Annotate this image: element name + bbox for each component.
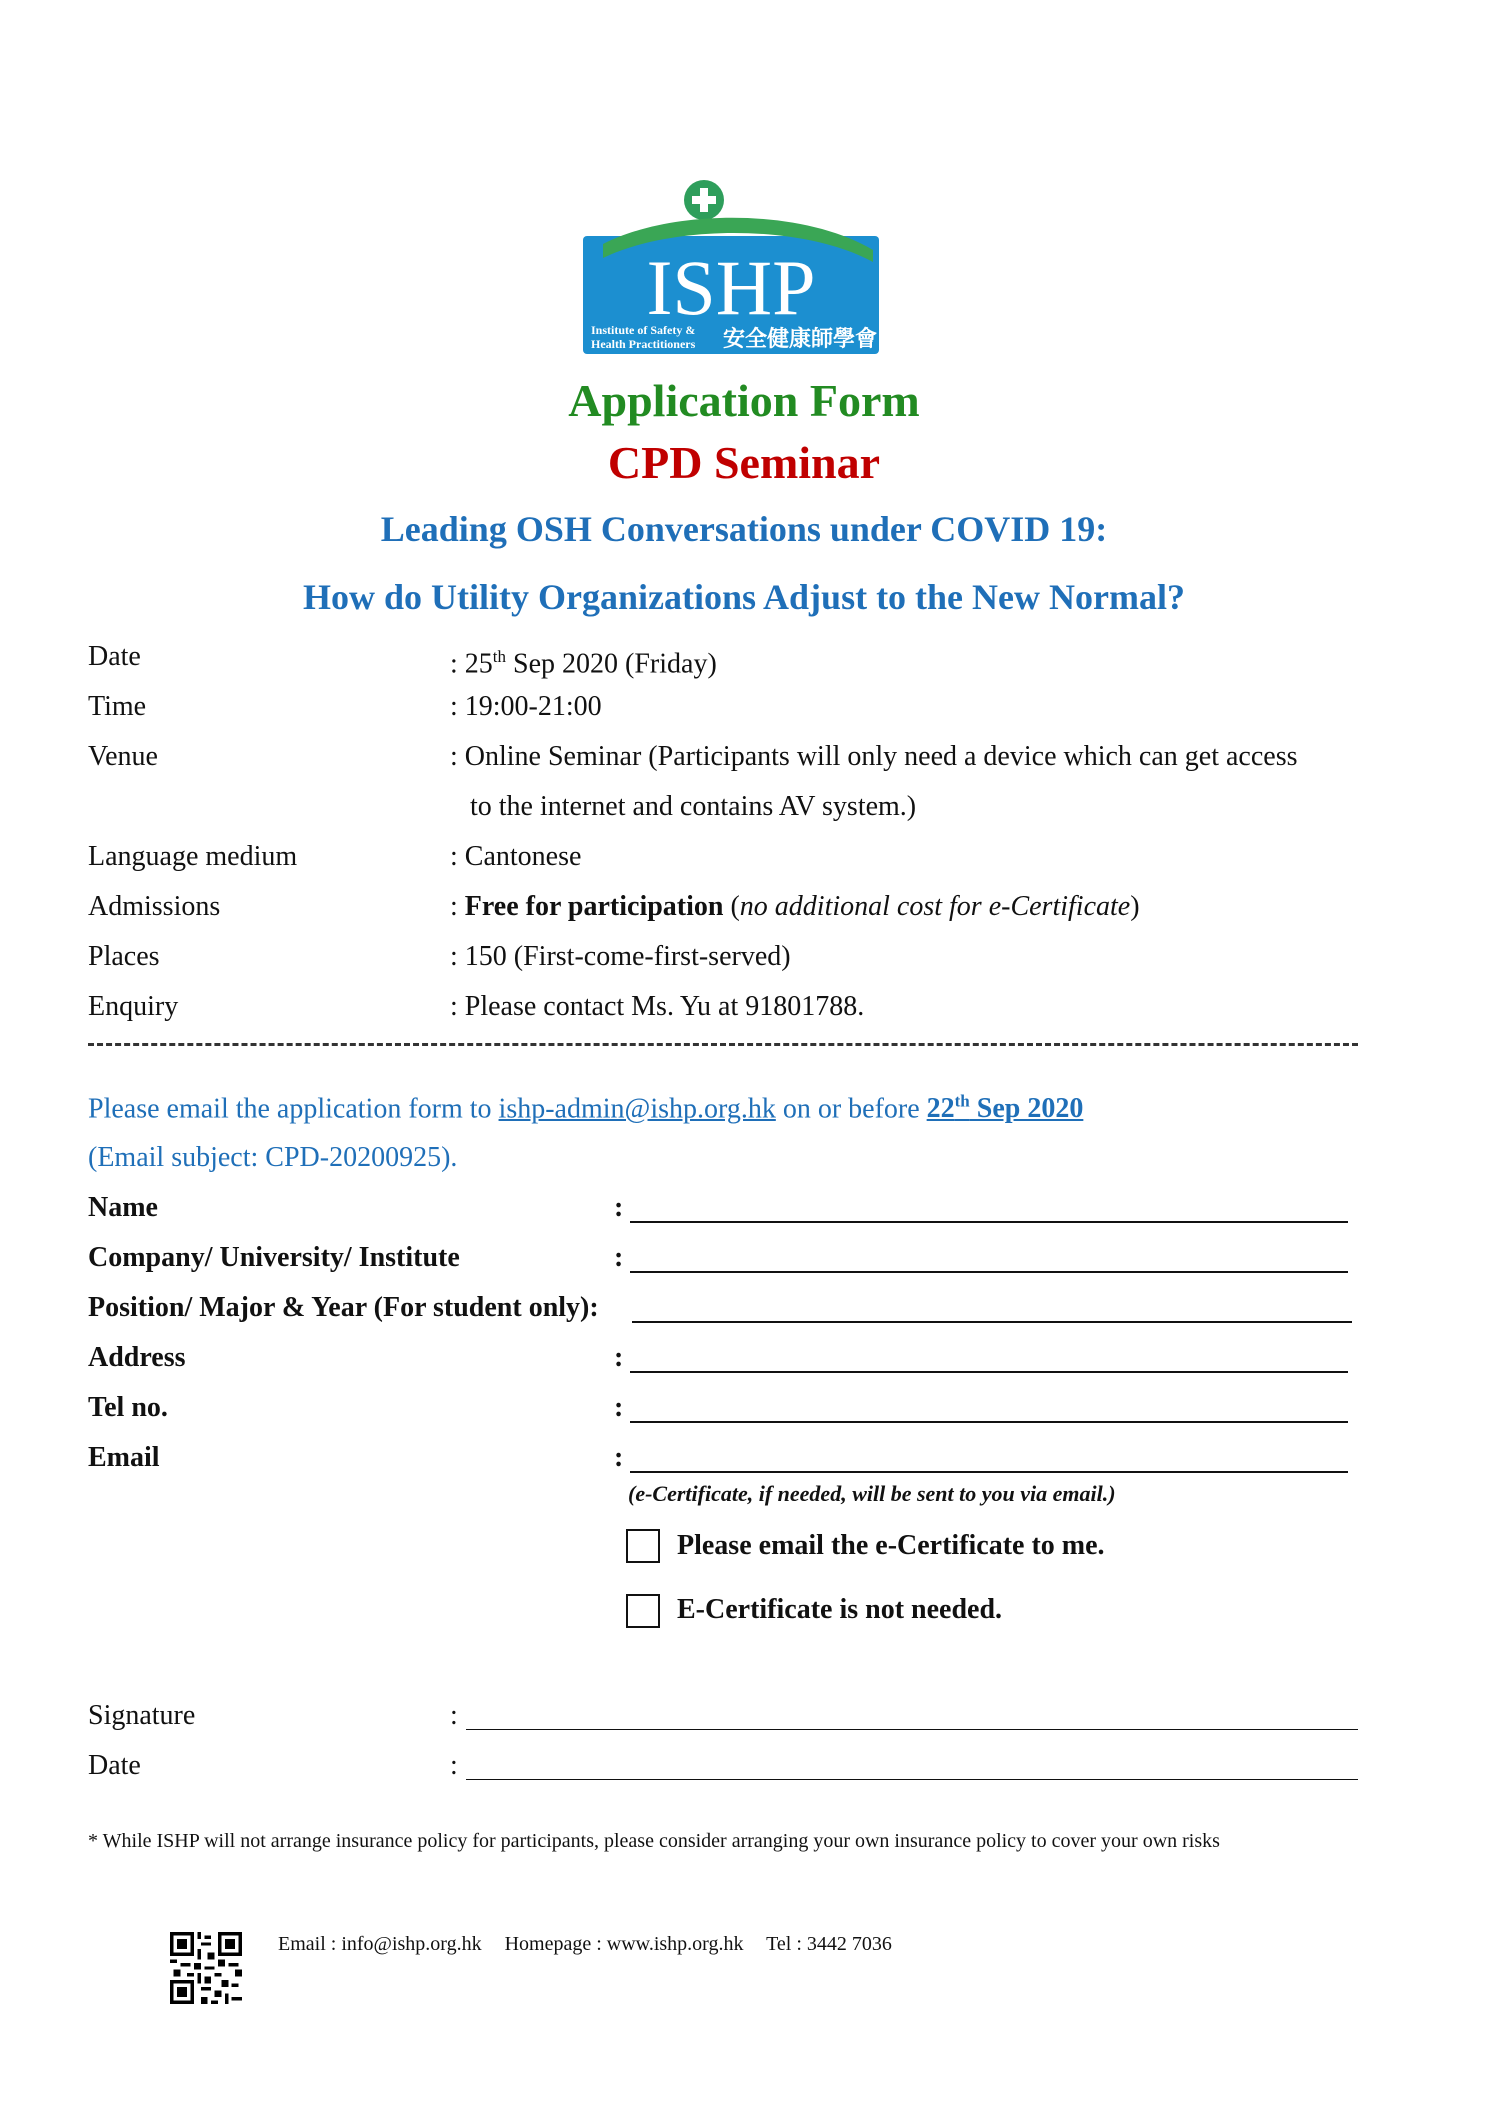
signature-field[interactable] (466, 1729, 1358, 1730)
tel-field[interactable] (630, 1421, 1348, 1423)
form-title: Application Form (568, 375, 920, 426)
time-label: Time (88, 691, 147, 722)
time-value: : 19:00-21:00 (450, 691, 602, 722)
seminar-topic-line2: How do Utility Organizations Adjust to the New Normal? (303, 577, 1185, 617)
contact-info (278, 1933, 910, 1956)
signature-date-field[interactable] (466, 1779, 1358, 1780)
company-label: Company/ University/ Institute (88, 1242, 460, 1273)
venue-label: Venue (88, 741, 158, 772)
seminar-topic-line1: Leading OSH Conversations under COVID 19: (380, 509, 1108, 549)
date-label: Date (88, 641, 141, 672)
email-field[interactable] (630, 1471, 1348, 1473)
instruction-line1: Please email the application form to ishp-admin@ishp.org.hk on or before 22th Sep 2020 (88, 1092, 1084, 1125)
no-certificate-option: E-Certificate is not needed. (677, 1594, 1003, 1625)
insurance-footnote: * While ISHP will not arrange insurance policy for participants, please consider arranging your own insurance policy to cover your own risks (88, 1830, 1220, 1852)
tel-label: Tel no. (88, 1392, 168, 1423)
email-note: (e-Certificate, if needed, will be sent to you via email.) (628, 1481, 1116, 1506)
enquiry-value: : Please contact Ms. Yu at 91801788. (450, 991, 865, 1022)
venue-value-line2: to the internet and contains AV system.) (470, 791, 917, 822)
signature-date-label: Date (88, 1750, 141, 1781)
dashed-divider (88, 1043, 1358, 1046)
contact-tel: Tel : 3442 7036 (766, 1933, 892, 1955)
no-certificate-checkbox[interactable] (626, 1594, 660, 1628)
language-label: Language medium (88, 841, 298, 872)
address-field[interactable] (630, 1371, 1348, 1373)
address-label: Address (88, 1342, 186, 1373)
email-label: Email (88, 1442, 160, 1473)
places-label: Places (88, 941, 160, 972)
svg-text:安全健康師學會: 安全健康師學會 (723, 327, 878, 352)
contact-homepage[interactable]: Homepage : www.ishp.org.hk (504, 1933, 744, 1955)
ishp-logo (583, 178, 879, 354)
svg-text:Health Practitioners: Health Practitioners (591, 337, 696, 351)
company-field[interactable] (630, 1271, 1348, 1273)
signature-label: Signature (88, 1700, 196, 1731)
name-label: Name (88, 1192, 158, 1223)
name-field[interactable] (630, 1221, 1348, 1223)
email-certificate-option: Please email the e-Certificate to me. (677, 1530, 1105, 1561)
date-value: : 25th Sep 2020 (Friday) (450, 647, 717, 680)
email-certificate-checkbox[interactable] (626, 1529, 660, 1563)
enquiry-label: Enquiry (88, 991, 179, 1022)
logo-text: ISHP (646, 244, 816, 331)
venue-value-line1: : Online Seminar (Participants will only need a device which can get access (450, 741, 1298, 772)
qr-code[interactable] (170, 1932, 242, 2004)
contact-email[interactable]: Email : info@ishp.org.hk (278, 1933, 482, 1955)
instruction-line2: (Email subject: CPD-20200925). (88, 1142, 458, 1173)
admissions-label: Admissions (88, 891, 221, 922)
position-field[interactable] (632, 1321, 1352, 1323)
admissions-value: : Free for participation (no additional cost for e-Certificate) (450, 891, 1140, 922)
admin-email-link[interactable]: ishp-admin@ishp.org.hk (498, 1093, 776, 1125)
form-subtitle: CPD Seminar (607, 437, 881, 488)
svg-text:Institute of Safety &: Institute of Safety & (591, 323, 696, 337)
language-value: : Cantonese (450, 841, 582, 872)
places-value: : 150 (First-come-first-served) (450, 941, 791, 972)
deadline: 22th Sep 2020 (926, 1092, 1084, 1125)
position-label: Position/ Major & Year (For student only): (88, 1292, 599, 1323)
